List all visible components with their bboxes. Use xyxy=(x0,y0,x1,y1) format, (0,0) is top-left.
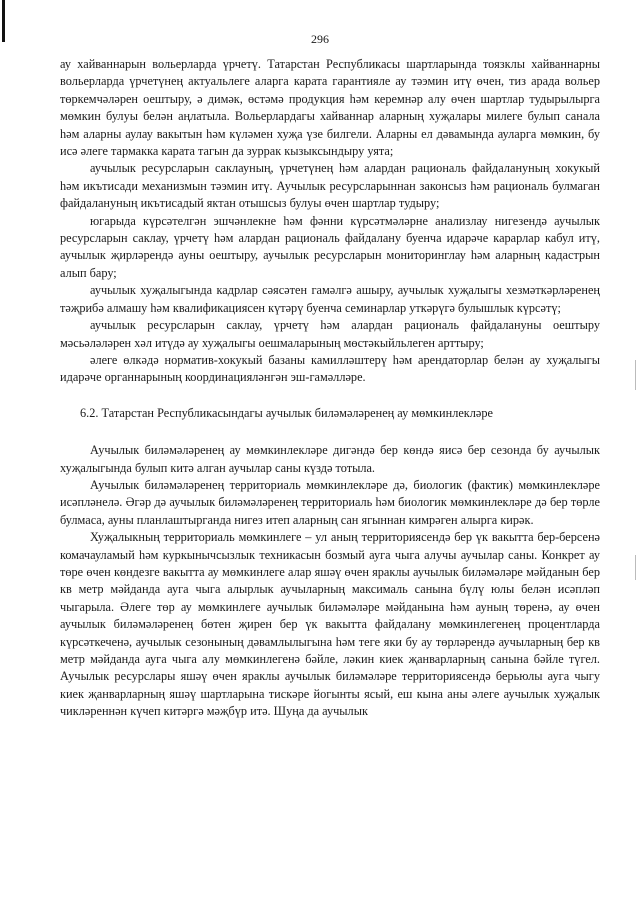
paragraph: әлеге өлкәдә норматив-хокукый базаны камилләштерү һәм арендаторлар белән ау хуҗалыгы идарәче органнарының координацияләнгән эш-гамәлләре. xyxy=(60,352,600,385)
paragraph: Аучылык биләмәләренең территориаль мөмкинлекләре дә, биологик (фактик) мөмкинлекләре исәпләнелә. Әгәр дә аучылык биләмәләренең территориаль һәм биологик мөмкинлекләре дә бер төрле булмаса, ауны планлаштырганда нигез итеп аларның сан ягыннан кимрәген алырга кирәк. xyxy=(60,477,600,527)
paragraph: аучылык хуҗалыгында кадрлар сәясәтен гамәлгә ашыру, аучылык хуҗалыгы хезмәткәрләренең тәҗрибә алмашу һәм квалификациясен күтәрү буенча семинарлар уткәрүгә булышлык күрсәтү; xyxy=(60,283,600,315)
paragraph: Хуҗалыкның территориаль мөмкинлеге – ул аның территориясендә бер үк вакытта бер-берсенә комачауламый һәм куркынычсызлык техникасын бозмый ауга чыга алучы аучылар саны. Конкрет ау төре өчен көндезге вакытта ау мөмкинлеге алар яшәү өчен яраклы аучылык биләмәләре мәйданын бер кв метр мәйданда ауга чыга алырлык аучыларның максималь санына бүлү юлы белән исәпләп чыгарыла. Әлеге төр ау мөмкинлеге аучылык биләмәләре мәйданына һәм ауның төренә, ау өчен аучылык биләмәләренең бөтен җирен бер үк вакытта файдалану мөмкинлегенең процентларда күрсәткеченә, аучылык сезонының дәвамлылыгына һәм тегe яки бу ау төрләрендә аучыларның бер кв метр мәйданда ауга чыга алу мөмкинлегенә бәйле, ләкин киек җанварларның санына бәйле түгел. Аучылык ресурслары яшәү өчен яраклы аучылык биләмәләре территориясендә берьюлы ауга чыгу киек җанварларның яшәү шартларына тискәре йогынты ясый, еш кына аны әлеге аучылык хуҗалык чикләреннән күчеп китәргә мәҗбүр итә. Шуңа да аучылык xyxy=(60,530,600,719)
paragraph: аучылык ресурсларын саклау, үрчетү һәм алардан рациональ файдалануны оештыру мәсьәләләрен хәл итүдә ау хуҗалыгы оешмаларының мөстәкыйльлеген арттыру; xyxy=(60,318,600,350)
paragraph: югарыда күрсәтелгән эшчәнлекне һәм фәнни күрсәтмәләрне анализлау нигезендә аучылык ресурсларын саклау, үрчетү һәм алардан рациональ файдалану буенча идарәче карарлар кабул итү, аучылык җирләрендә ауны оештыру, аучылык ресурсларын мониторинглау һәм аларның кадастрын алып бару; xyxy=(60,213,600,280)
paragraph: ау хайваннарын вольерларда үрчетү. Татарстан Республикасы шартларында тоязклы хайваннарны вольерларда үрчетүнең актуальлеге аларга карата гарантияле ау тәэмин итү өчен, тиз арада вольер төркемчәләрен оештыру, ә димәк, өстәмә продукция һәм керемнәр алу өчен шартлар тудырылырга мөмкин булуы белән аңлатыла. Вольерлардагы хайваннар аларның хуҗалары милеге булып санала һәм аларны аулау вакытын һәм күләмен хуҗа үзе билгели. Аларны ел дәвамында ауларга мөмкин, бу исә әлеге тармакка карата тагын да зуррак кызыксындыру уята; xyxy=(60,57,600,159)
scan-margin-mark xyxy=(635,555,636,580)
section-heading: 6.2. Татарстан Республикасындагы аучылык биләмәләренең ау мөмкинлекләре xyxy=(80,405,493,420)
paragraph: Аучылык биләмәләренең ау мөмкинлекләре дигәндә бер көндә яисә бер сезонда бу аучылык хуҗалыгында булып китә алган аучылар саны күздә тотыла. xyxy=(60,443,600,475)
paragraph: аучылык ресурсларын саклауның, үрчетүнең һәм алардан рациональ файдалануның хокукый һәм икътисади механизмын тәэмин итү. Аучылык ресурсларыннан законсыз һәм рациональ булмаган файдалануның икътисадый яктан отышсыз булуы өчен шартлар тудыру; xyxy=(60,161,600,211)
page-body xyxy=(60,56,600,721)
page-number: 296 xyxy=(311,32,329,46)
scan-margin-mark xyxy=(635,360,636,390)
